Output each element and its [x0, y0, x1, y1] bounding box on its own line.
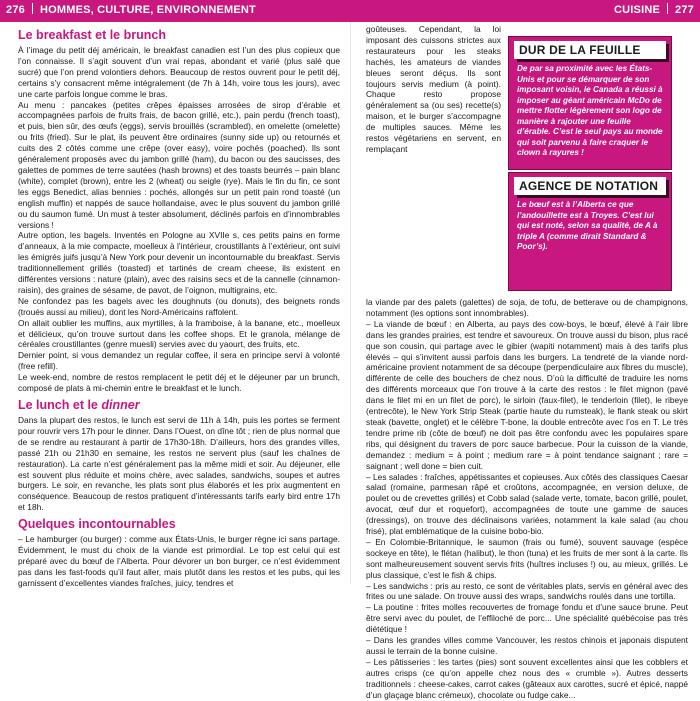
paragraph: goûteuses. Cependant, la loi imposant des cuissons strictes aux restaurateurs pour les steaks hachés, les amateurs de viandes bleues seront déçus. Ils sont toujours servis medium (à point). Chaque resto propose généralement sa (ou ses) recette(s) maison, et le burger s’accompagne de multiples sauces. Même les restos végétariens en servent, en remplaçant — [366, 24, 501, 154]
heading-lunch-dinner: dinner — [101, 398, 140, 412]
sidebar-box-feuille — [508, 36, 672, 170]
paragraph: – Les sandwichs : pris au resto, ce sont de véritables plats, servis en général avec des frites ou une salade. On trouve aussi des wraps, sandwichs roulés dans une tortilla. — [366, 580, 688, 602]
left-section-title: HOMMES, CULTURE, ENVIRONNEMENT — [39, 4, 256, 16]
left-page-edge-tab — [0, 204, 7, 240]
sidebar-box-notation — [508, 172, 672, 291]
box-title: DUR DE LA FEUILLE — [514, 41, 666, 59]
page-gutter — [350, 22, 351, 584]
paragraph: – En Colombie-Britannique, le saumon (frais ou fumé), souvent sauvage (espèce sockeye en tête), le flétan (halibut), le thon (tuna) et les fruits de mer sont à la carte. Ils sont malheureusement souvent servis frits (huîtres incluses !) ou, au mieux, grillés. Le plus classique, c’est le fish & chips. — [366, 536, 688, 580]
paragraph: À l’image du petit déj américain, le breakfast canadien est l’un des plus copieux que l’on connaisse. Il s’agit souvent d’un vrai repas, abondant et varié (plus salé que sucré) que l’on prend volontiers dehors. Beaucoup de restos ouvrent pour le petit déj, certains s’y consacrent même intégralement (de 7h à 14h, voire tous les jours), avec une carte parfois longue comme le bras. — [18, 45, 340, 99]
heading-breakfast: Le breakfast et le brunch — [18, 28, 166, 42]
box-title: AGENCE DE NOTATION — [514, 177, 666, 195]
box-text: Le bœuf est à l’Alberta ce que l’andouillette est à Troyes. C’est lui qui est noté, selon sa qualité, de A à triple A (comme dirait Standard & Poor’s). — [517, 200, 658, 251]
paragraph: – La viande de bœuf : en Alberta, au pays des cow-boys, le bœuf, élevé à l’air libre dans les grandes prairies, est tendre et savoureux. On trouve aussi du bison, plus racé que son cousin, qui partage avec le gibier (wapiti notamment) mais à des tarifs plus élevés – qui s’invitent aussi parfois dans les burgers. La tendreté de la viande nord-américaine provient notamment de sa découpe (perpendiculaire aux fibres du muscle), différente de celle des bouchers de chez nous. D’où la difficulté de traduire les noms des différents morceaux que l’on trouve à la carte des restos : le filet mignon (pavé dans le filet mi en un filet de porc), le sirloin (faux-filet), le tenderloin (filet), le ribeye (entrecôte), le New York Strip Steak (partie haute du rumsteak), le flank steak ou skirt steak (bavette, onglet) et le célèbre T-bone, la double entrecôte avec l’os en T. Le très tendre prime rib (côte de bœuf) ne doit pas être confondu avec les populaires spare ribs, qui désignent du travers de porc sauce barbecue. Pour la cuisson de la viande, demandez : medium = à point ; medium rare = à point tendance saignant ; rare = saignant ; well done = bien cuit. — [366, 318, 688, 471]
header-separator — [32, 3, 33, 14]
left-page-column — [18, 24, 340, 589]
heading-lunch — [18, 398, 340, 412]
right-page-number: 277 — [675, 4, 694, 16]
heading-incontournables: Quelques incontournables — [18, 517, 176, 532]
box-text: De par sa proximité avec les États-Unis et pour se démarquer de son imposant voisin, le Canada a réussi à imposer au géant américain McDo de mettre flotter légèrement son logo de manière à rajouter une feuille d’érable. C’est le seul pays au monde qui soit parvenu à faire craquer le clown à rayures ! — [517, 64, 663, 157]
paragraph: Dernier point, si vous demandez un regular coffee, il sera en principe servi à volonté (free refill). — [18, 350, 340, 372]
paragraph: – Dans les grandes villes comme Vancouver, les restos chinois et japonais disputent aussi le terrain de la bonne cuisine. — [366, 635, 688, 656]
page-header — [0, 0, 700, 22]
right-page-column — [366, 297, 688, 701]
paragraph: Ne confondez pas les bagels avec les doughnuts (ou donuts), des beignets ronds (troués aussi au milieu), dont les Nord-Américains raffolent. — [18, 295, 340, 317]
paragraph: – Les salades : fraîches, appétissantes et copieuses. Aux côtés des classiques Caesar salad (romaine, parmesan râpé et croûtons, accompagnée, en version deluxe, de poulet ou de crevettes grillés) et Cobb salad (salade verte, tomate, bacon grillé, poulet, avocat, œuf dur et roquefort), accompagnées de toute une gamme de sauces (dressings), on trouve des déclinaisons variées, notamment la kale salad (au chou frisé), plat emblématique de la cuisine bobo-bio. — [366, 471, 688, 537]
paragraph: la viande par des palets (galettes) de soja, de tofu, de betterave ou de champignons, notamment (les options sont innombrables). — [366, 297, 688, 318]
paragraph: Le week-end, nombre de restos remplacent le petit déj et le déjeuner par un brunch, composé de plats à mi-chemin entre le breakfast et le lunch. — [18, 372, 340, 394]
right-page-edge-tab — [693, 204, 700, 240]
left-page-number: 276 — [6, 4, 25, 16]
paragraph: Dans la plupart des restos, le lunch est servi de 11h à 14h, puis les portes se ferment pour rouvrir vers 17h pour le dinner. Dans l’Ouest, on dîne tôt ; rien de plus normal que de se rendre au restaurant à partir de 17h30-18h. D’ailleurs, hors des grandes villes, passé 21h ou 21h30 en semaine, les restos ne servent plus (sauf les chaînes de restauration). La carte n’est généralement pas la même midi et soir. Au déjeuner, elle est souvent plus réduite et moins chère, avec salades, sandwichs, soupes et autres burgers. Le soir, en revanche, les plats sont plus élaborés et les prix augmentent en conséquence. Beaucoup de restos pratiquent d’intéressants tarifs early bird entre 17h et 18h. — [18, 415, 340, 513]
paragraph: – Le hamburger (ou burger) : comme aux États-Unis, le burger règne ici sans partage. Évidemment, le must du choix de la viande est primordial. Le top est celui qui est préparé avec du bœuf de l’Alberta. Pour dévorer un bon burger, ce n’est évidemment pas dans les fast-foods qu’il faut aller, mais plutôt dans les restos et les pubs, qui les garnissent d’excellentes viandes fraîches, juicy, tendres et — [18, 534, 340, 588]
right-section-title: CUISINE — [614, 4, 661, 16]
paragraph: Autre option, les bagels. Inventés en Pologne au XVIIe s, ces petits pains en forme d’anneaux, à la mie compacte, moelleux à l’intérieur, croustillants à l’extérieur, ont suivi les émigrés juifs jusqu’à New York pour devenir un incontournable du breakfast. Servis traditionnellement grillés (toasted) et tartinés de cream cheese, ils existent en différentes versions : nature (plain), avec des raisins secs et de la cannelle (cinnamon-raisin), des graines de sésame, de pavot, de l’oignon, multigrains, etc. — [18, 230, 340, 295]
header-right — [614, 3, 694, 16]
paragraph: On allait oublier les muffins, aux myrtilles, à la framboise, à la banane, etc., moelleux et délicieux, qu’on trouve surtout dans les coffee shops. Et le granola, mélange de céréales croustillantes (genre muesli) servies avec du yaourt, des fruits, etc. — [18, 317, 340, 350]
heading-lunch-text: Le lunch et le — [18, 398, 98, 412]
header-left — [6, 3, 256, 16]
paragraph: – Les pâtisseries : les tartes (pies) sont souvent excellentes ainsi que les cobblers et autres crisps (ce qu’on appelle chez nous des « crumble »). Autres desserts traditionnels : cheese-cakes, carrot cakes (gâteaux aux carottes, sucré et épicé, nappé d’un glaçage blanc crémeux), chocolate ou fudge cake... — [366, 656, 688, 700]
header-separator — [667, 3, 668, 14]
right-page-narrow-column — [366, 24, 501, 155]
paragraph: – La poutine : frites molles recouvertes de fromage fondu et d’une sauce brune. Peut être servi avec du poulet, de l’effiloché de porc... Une spécialité québécoise pas très diététique ! — [366, 602, 688, 635]
paragraph: Au menu : pancakes (petites crêpes épaisses arrosées de sirop d’érable et accompagnées parfois de fruits frais, de bacon grillé, etc.), pain perdu (french toast), et puis, bien sûr, des œufs (eggs), servis brouillés (scrambled), en omelette (omelette) ou frits (fried). Sur le plat, ils peuvent être ordinaires (sunny side up) ou retournés et cuits des 2 côtés comme une crêpe (over easy), voire pochés (poached). Ils sont généralement proposés avec du jambon grillé (ham), du bacon ou des saucisses, des galettes de pommes de terre sautées (hash browns) et des toasts beurrés – pain blanc (white), complet (brown), entre les 2 (wheat) ou seigle (rye). Mais le fin du fin, ce sont les eggs Benedict, alias bennies : pochés, allongés sur un petit pain rond toasté (un english muffin) et nappés de sauce hollandaise, avec le plus souvent du jambon grillé ou du saumon fumé. Un must à tester absolument, déclinés parfois en d’innombrables versions ! — [18, 99, 340, 230]
